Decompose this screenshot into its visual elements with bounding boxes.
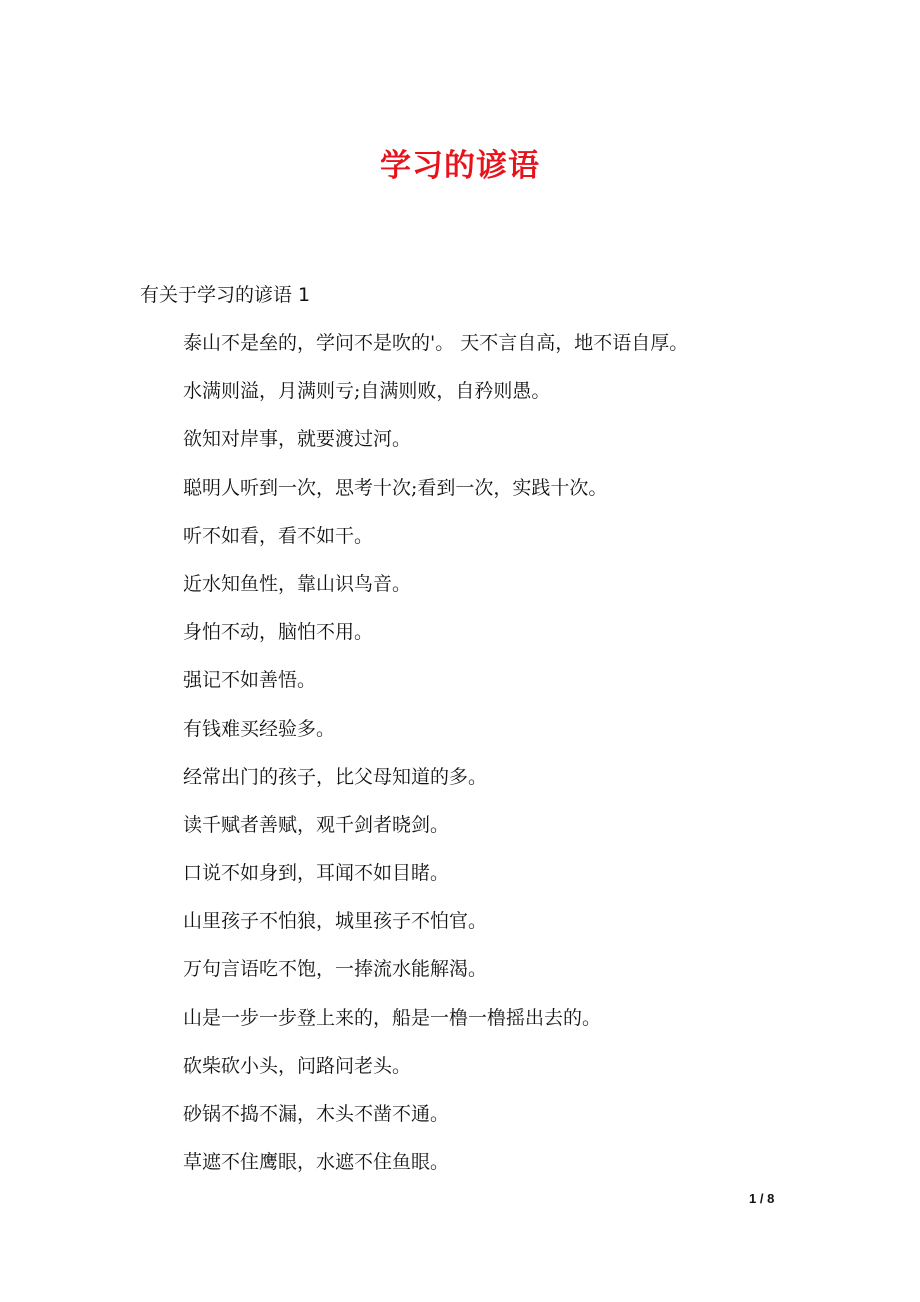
proverb-line: 有钱难买经验多。 — [183, 717, 336, 740]
section-heading: 有关于学习的谚语 1 — [140, 284, 311, 306]
proverb-line: 砂锅不捣不漏，木头不凿不通。 — [183, 1103, 450, 1125]
proverb-line: 万句言语吃不饱，一捧流水能解渴。 — [183, 958, 488, 981]
proverb-line: 经常出门的孩子，比父母知道的多。 — [183, 765, 488, 788]
proverb-line: 砍柴砍小头，问路问老头。 — [183, 1054, 412, 1077]
proverb-line: 聪明人听到一次，思考十次;看到一次，实践十次。 — [183, 476, 608, 499]
proverb-line: 泰山不是垒的，学问不是吹的'。 天不言自高，地不语自厚。 — [183, 332, 689, 354]
proverb-line: 强记不如善悟。 — [183, 669, 317, 692]
proverb-line: 读千赋者善赋，观千剑者晓剑。 — [183, 813, 450, 836]
page-indicator: 1 / 8 — [749, 1191, 775, 1206]
proverb-line: 近水知鱼性，靠山识鸟音。 — [183, 572, 412, 595]
proverb-list — [183, 325, 823, 1192]
proverb-line: 欲知对岸事，就要渡过河。 — [183, 428, 412, 451]
proverb-line: 水满则溢，月满则亏;自满则败，自矜则愚。 — [183, 380, 551, 403]
document-title: 学习的谚语 — [380, 148, 540, 184]
proverb-line: 身怕不动，脑怕不用。 — [183, 621, 374, 644]
proverb-line: 山里孩子不怕狼，城里孩子不怕官。 — [183, 910, 488, 933]
proverb-line: 山是一步一步登上来的，船是一橹一橹摇出去的。 — [183, 1006, 602, 1029]
proverb-line: 口说不如身到，耳闻不如目睹。 — [183, 862, 450, 885]
proverb-line: 听不如看，看不如干。 — [183, 524, 374, 547]
proverb-line: 草遮不住鹰眼，水遮不住鱼眼。 — [183, 1151, 450, 1174]
